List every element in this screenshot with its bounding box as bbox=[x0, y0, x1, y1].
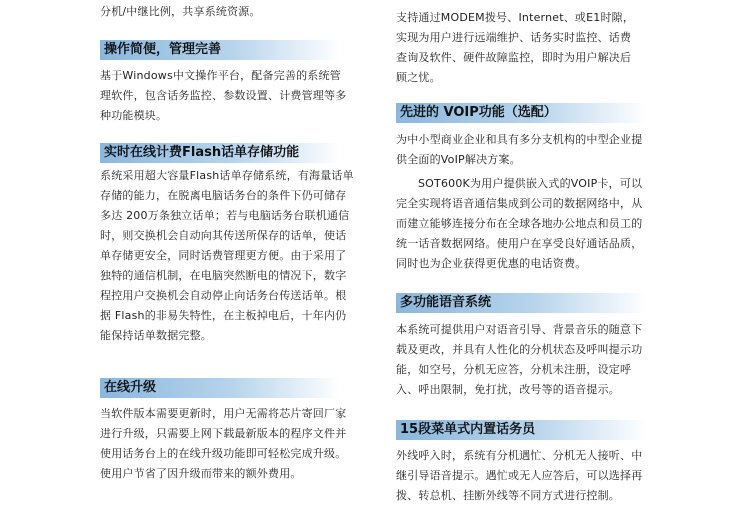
section-heading-voip: 先进的 VOIP功能（选配） bbox=[396, 103, 646, 123]
section-text-flash-billing: 系统采用超大容量Flash话单存储系统，有海量话单存储的能力，在脱离电脑话务台的条件下仍可储存多达 200万条独立话单；若与电脑话务台联机通信时，则交换机会自动向其传送所保存的话单，使话单存储更安全，同时话费管理更方便。由于采用了独特的通信机制，在电脑突然断电的情况下，数字程控用户交换机会自动停止向话务台传送话单。根据 Flash的非易失特性，在主板掉电后，十年内仍能保持话单数据完整。 bbox=[100, 169, 354, 342]
section-heading-voice-system: 多功能语音系统 bbox=[396, 293, 646, 313]
section-text-voip-intro: 为中小型商业企业和具有多分支机构的中型企业提供全面的VoIP解决方案。 bbox=[396, 133, 643, 166]
section-heading-auto-attendant: 15段菜单式内置话务员 bbox=[396, 420, 646, 440]
section-text-easy-operation: 基于Windows中文操作平台，配备完善的系统管理软件，包含话务监控、参数设置、计费管理等多种功能模块。 bbox=[100, 69, 347, 122]
left-intro-text: 分机/中继比例，共享系统资源。 bbox=[100, 5, 261, 18]
section-text-voice-system: 本系统可提供用户对语音引导、背景音乐的随意下载及更改，并具有人性化的分机状态及呼叫提示功能，如空号，分机无应答，分机未注册，设定呼入、呼出限制，免打扰，改号等的语音提示。 bbox=[396, 323, 643, 396]
section-heading-easy-operation: 操作简便，管理完善 bbox=[100, 40, 340, 60]
section-text-voip-detail: SOT600K为用户提供嵌入式的VOIP卡，可以完全实现将语音通信集成到公司的数据网络中，从而建立能够连接分布在全球各地办公地点和员工的统一话音数据网络。使用户在享受良好通话品质，同时也为企业获得更优惠的电话资费。 bbox=[396, 177, 643, 270]
section-heading-online-upgrade: 在线升级 bbox=[100, 378, 340, 398]
right-intro-text: 支持通过MODEM拨号、Internet、或E1时隙，实现为用户进行远端维护、话务实时监控、话费查询及软件、硬件故障监控，即时为用户解决后顾之忧。 bbox=[396, 11, 635, 84]
section-text-online-upgrade: 当软件版本需要更新时，用户无需将芯片寄回厂家进行升级，只需要上网下载最新版本的程序文件并使用话务台上的在线升级功能即可轻松完成升级。使用户节省了因升级而带来的额外费用。 bbox=[100, 407, 347, 480]
section-text-auto-attendant: 外线呼入时，系统有分机遇忙、分机无人接听、中继引导语音提示。遇忙或无人应答后，可以选择再拨、转总机、挂断外线等不同方式进行控制。 bbox=[396, 449, 643, 502]
section-heading-flash-billing: 实时在线计费Flash话单存储功能 bbox=[100, 143, 340, 163]
